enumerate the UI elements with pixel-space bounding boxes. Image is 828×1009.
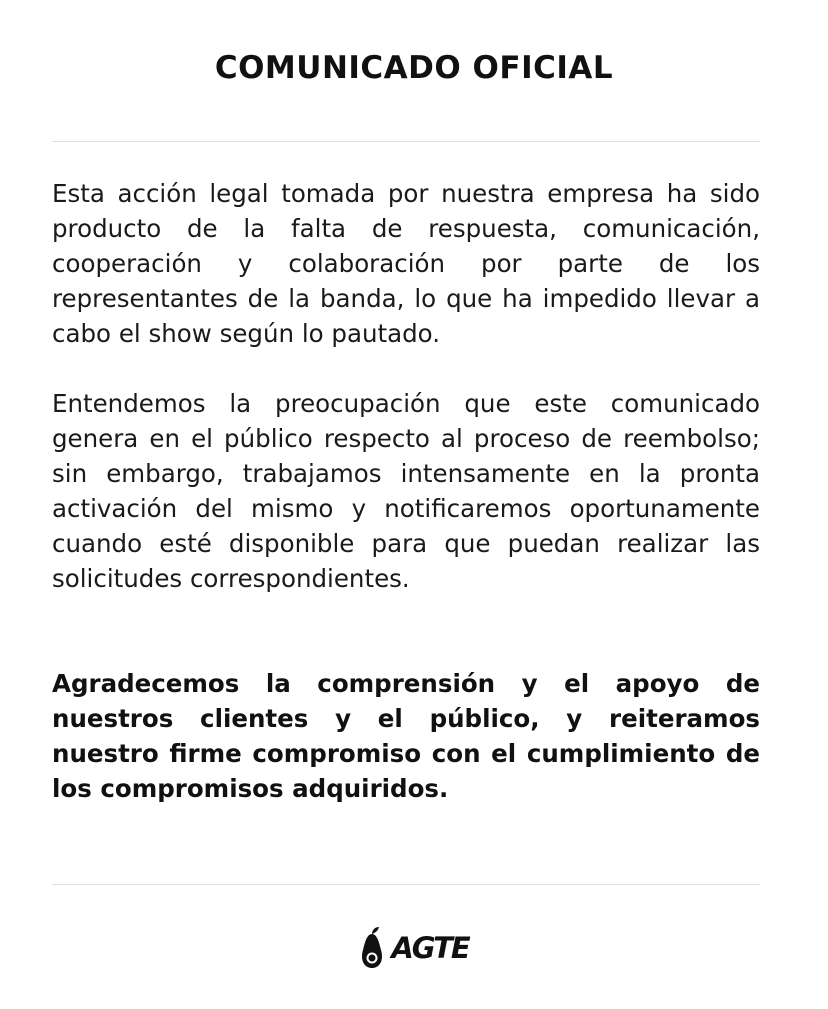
avocado-icon bbox=[359, 926, 385, 970]
logo-wordmark: AGTE bbox=[391, 931, 469, 965]
top-divider bbox=[52, 141, 760, 142]
bottom-divider bbox=[52, 884, 760, 885]
paragraph-acknowledgement: Agradecemos la comprensión y el apoyo de nuestros clientes y el público, y reiteramos nuestro firme compromiso con el cumplimiento de los compromisos adquiridos. bbox=[52, 669, 760, 803]
paragraph-refund-process: Entendemos la preocupación que este comunicado genera en el público respecto al proceso de reembolso; sin embargo, trabajamos intensamente en la pronta activación del mismo y notificaremos oportunamente cuando esté disponible para que puedan realizar las solicitudes correspondientes. bbox=[52, 389, 760, 593]
company-logo bbox=[0, 926, 828, 970]
page-title: COMUNICADO OFICIAL bbox=[214, 50, 614, 86]
paragraph-legal-action: Esta acción legal tomada por nuestra empresa ha sido producto de la falta de respuesta, comunicación, cooperación y colaboración por parte de los representantes de la banda, lo que ha impedido llevar a cabo el show según lo pautado. bbox=[52, 179, 760, 348]
